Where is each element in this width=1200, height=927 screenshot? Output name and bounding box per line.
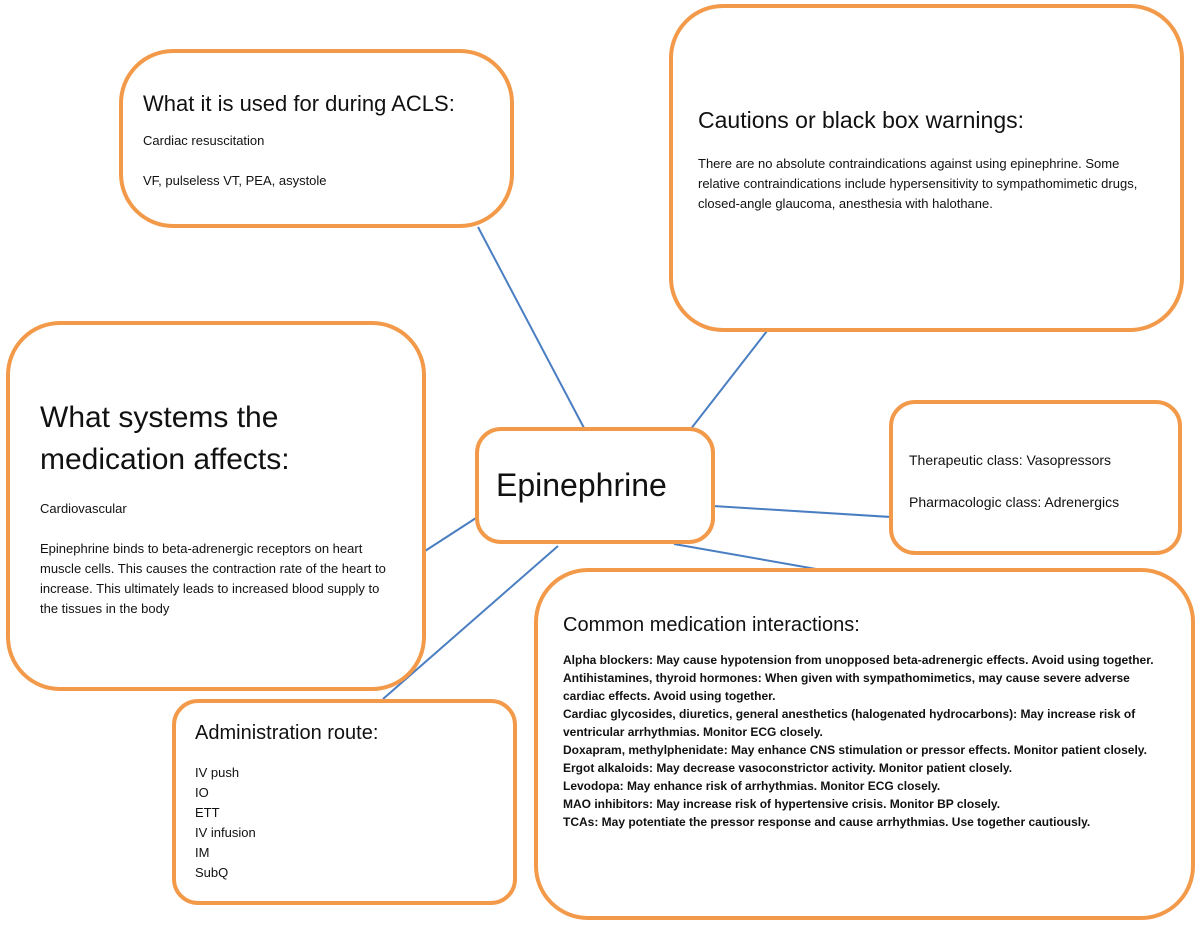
route-item: SubQ <box>195 865 229 880</box>
interactions-title: Common medication interactions: <box>563 614 860 636</box>
systems-box <box>6 321 426 691</box>
interaction-item: Ergot alkaloids: May decrease vasoconstrictor activity. Monitor patient closely. <box>563 761 1013 775</box>
route-item: IV infusion <box>195 825 256 840</box>
connector-systems <box>425 518 476 551</box>
acls-box <box>119 49 514 228</box>
route-list <box>195 763 493 883</box>
acls-line-1: Cardiac resuscitation <box>143 133 265 148</box>
route-box <box>172 699 517 905</box>
acls-title: What it is used for during ACLS: <box>143 91 455 116</box>
pharmacologic-class: Pharmacologic class: Adrenergics <box>909 494 1120 510</box>
epinephrine-center-box <box>475 427 715 544</box>
acls-line-2: VF, pulseless VT, PEA, asystole <box>143 173 327 188</box>
cautions-title: Cautions or black box warnings: <box>698 107 1024 133</box>
route-title: Administration route: <box>195 722 379 744</box>
route-item: ETT <box>195 805 220 820</box>
cautions-box <box>669 4 1184 332</box>
classes-box <box>889 400 1182 555</box>
interaction-item: TCAs: May potentiate the pressor response and cause arrhythmias. Use together cautiously. <box>563 815 1091 829</box>
interaction-item: Cardiac glycosides, diuretics, general anesthetics (halogenated hydrocarbons): May increase risk of ventricular arrhythmias. Monitor ECG closely. <box>563 707 1136 739</box>
route-item: IO <box>195 785 209 800</box>
route-item: IM <box>195 845 210 860</box>
connector-interactions <box>674 544 816 569</box>
systems-title: What systems the medication affects: <box>40 401 290 476</box>
epinephrine-label: Epinephrine <box>496 467 667 503</box>
interaction-item: MAO inhibitors: May increase risk of hypertensive crisis. Monitor BP closely. <box>563 797 1001 811</box>
interaction-item: Alpha blockers: May cause hypotension from unopposed beta-adrenergic effects. Avoid using together. <box>563 653 1154 667</box>
interactions-box <box>534 568 1195 920</box>
cautions-text: There are no absolute contraindications against using epinephrine. Some relative contraindications include hypersensitivity to sympathomimetic drugs, closed-angle glaucoma, anesthesia with halothane. <box>698 156 1138 211</box>
interaction-item: Antihistamines, thyroid hormones: When given with sympathomimetics, may cause severe adverse cardiac effects. Avoid using together. <box>563 671 1130 703</box>
interaction-item: Levodopa: May enhance risk of arrhythmias. Monitor ECG closely. <box>563 779 941 793</box>
therapeutic-class: Therapeutic class: Vasopressors <box>909 452 1112 468</box>
route-item: IV push <box>195 765 240 780</box>
connector-cautions <box>690 331 767 430</box>
connector-classes <box>713 506 891 517</box>
interactions-list <box>563 651 1163 831</box>
systems-name: Cardiovascular <box>40 501 127 516</box>
systems-text: Epinephrine binds to beta-adrenergic receptors on heart muscle cells. This causes the contraction rate of the heart to increase. This ultimately leads to increased blood supply to the tissues in the body <box>40 541 386 616</box>
interaction-item: Doxapram, methylphenidate: May enhance CNS stimulation or pressor effects. Monitor patient closely. <box>563 743 1147 757</box>
connector-acls <box>478 227 584 428</box>
